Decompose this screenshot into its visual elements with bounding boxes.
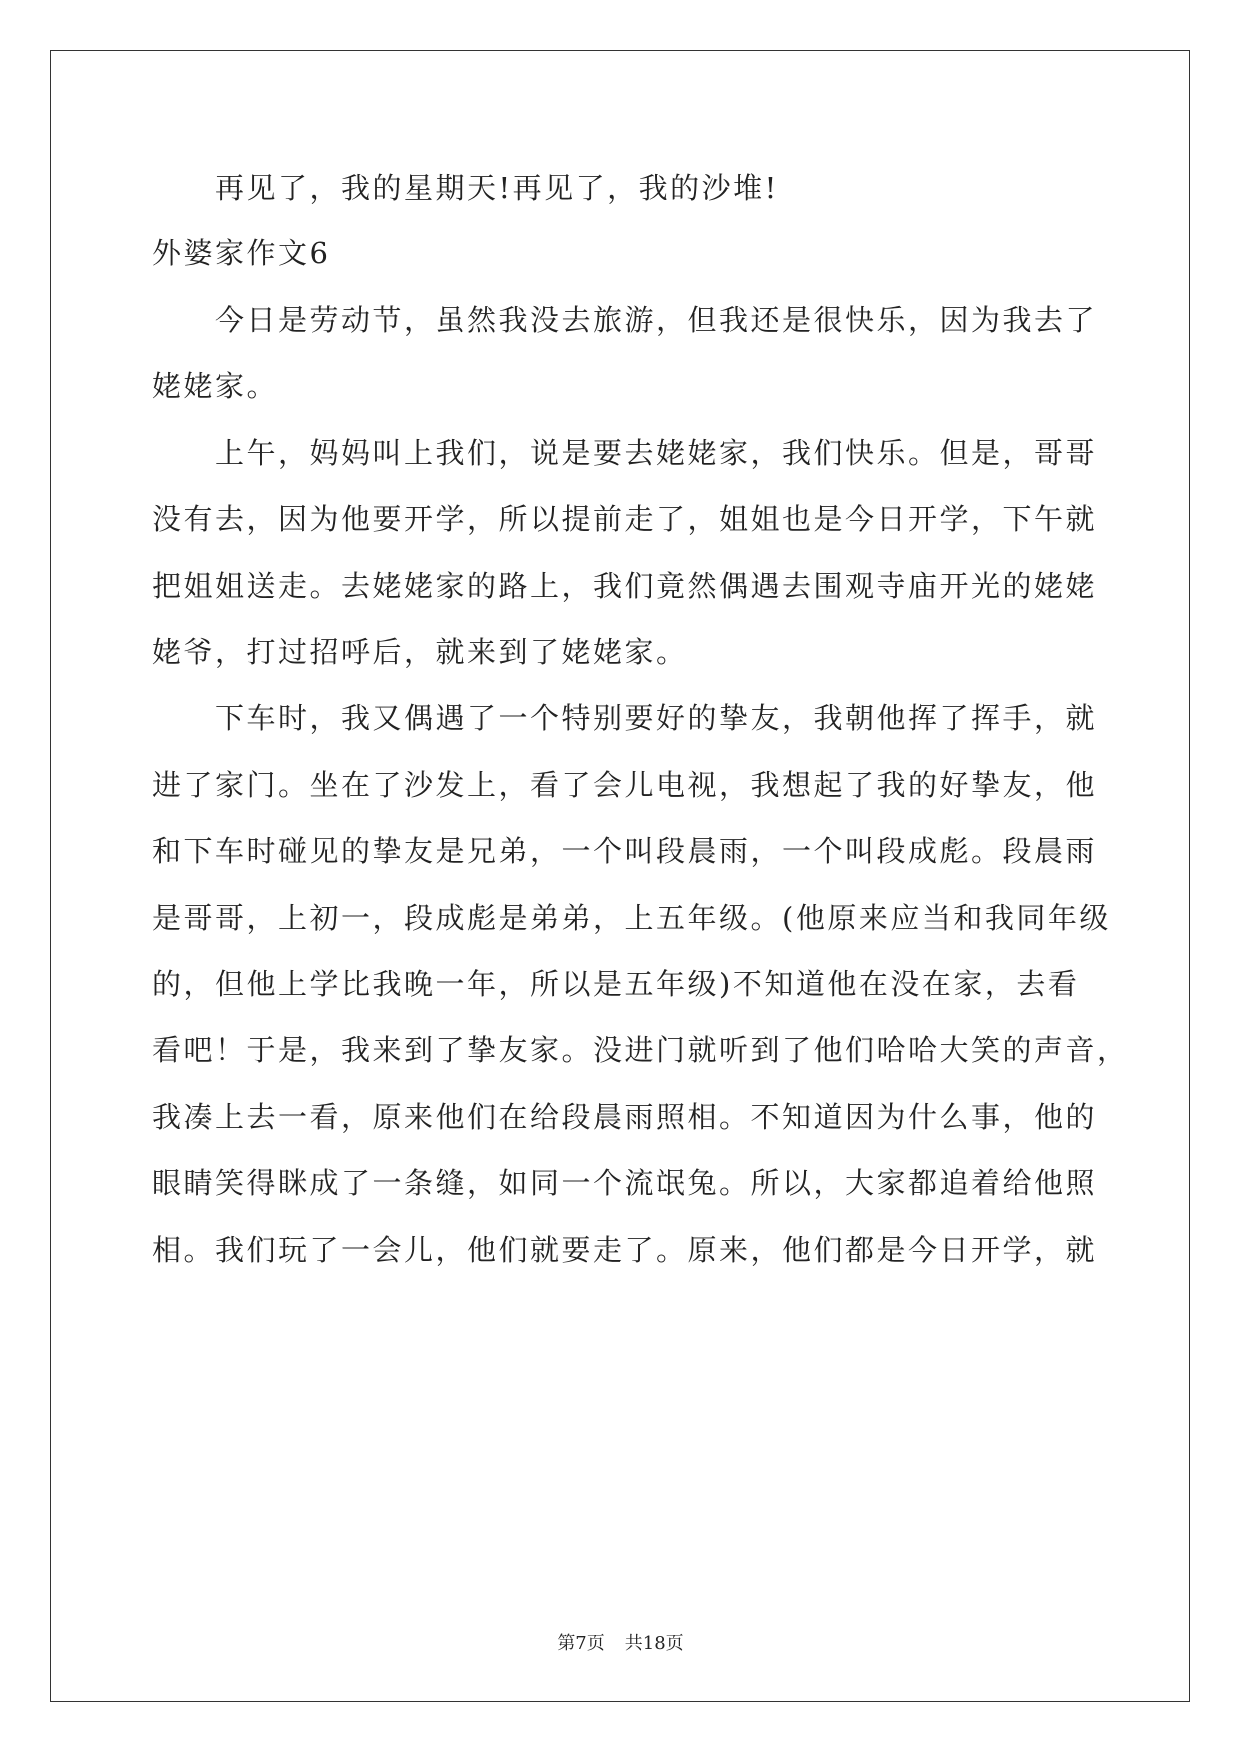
text-line: 看吧！于是，我来到了挚友家。没进门就听到了他们哈哈大笑的声音， [152, 1033, 1129, 1067]
page-footer [0, 1632, 1241, 1656]
text-line: 我凑上去一看，原来他们在给段晨雨照相。不知道因为什么事，他的 [152, 1100, 1098, 1134]
text-line: 姥姥家。 [152, 369, 279, 403]
section-heading: 外婆家作文6 [152, 236, 331, 270]
text-line: 姥爷，打过招呼后，就来到了姥姥家。 [152, 635, 688, 669]
page-border [50, 50, 1190, 1702]
text-line: 再见了，我的星期天!再见了，我的沙堆! [152, 171, 779, 205]
text-line: 没有去，因为他要开学，所以提前走了，姐姐也是今日开学，下午就 [152, 502, 1098, 536]
text-line: 相。我们玩了一会儿，他们就要走了。原来，他们都是今日开学，就 [152, 1233, 1098, 1267]
text-line: 下车时，我又偶遇了一个特别要好的挚友，我朝他挥了挥手，就 [152, 701, 1098, 735]
text-line: 和下车时碰见的挚友是兄弟，一个叫段晨雨，一个叫段成彪。段晨雨 [152, 834, 1098, 868]
text-line: 眼睛笑得眯成了一条缝，如同一个流氓兔。所以，大家都追着给他照 [152, 1166, 1098, 1200]
page-total: 共18页 [624, 1633, 684, 1654]
text-line: 把姐姐送走。去姥姥家的路上，我们竟然偶遇去围观寺庙开光的姥姥 [152, 569, 1098, 603]
page-number: 第7页 [557, 1633, 605, 1654]
text-line: 是哥哥，上初一，段成彪是弟弟，上五年级。(他原来应当和我同年级 [152, 901, 1111, 935]
text-line: 今日是劳动节，虽然我没去旅游，但我还是很快乐，因为我去了 [152, 303, 1098, 337]
text-line: 上午，妈妈叫上我们，说是要去姥姥家，我们快乐。但是，哥哥 [152, 436, 1098, 470]
text-line: 的，但他上学比我晚一年，所以是五年级)不知道他在没在家，去看 [152, 967, 1080, 1001]
text-line: 进了家门。坐在了沙发上，看了会儿电视，我想起了我的好挚友，他 [152, 768, 1098, 802]
